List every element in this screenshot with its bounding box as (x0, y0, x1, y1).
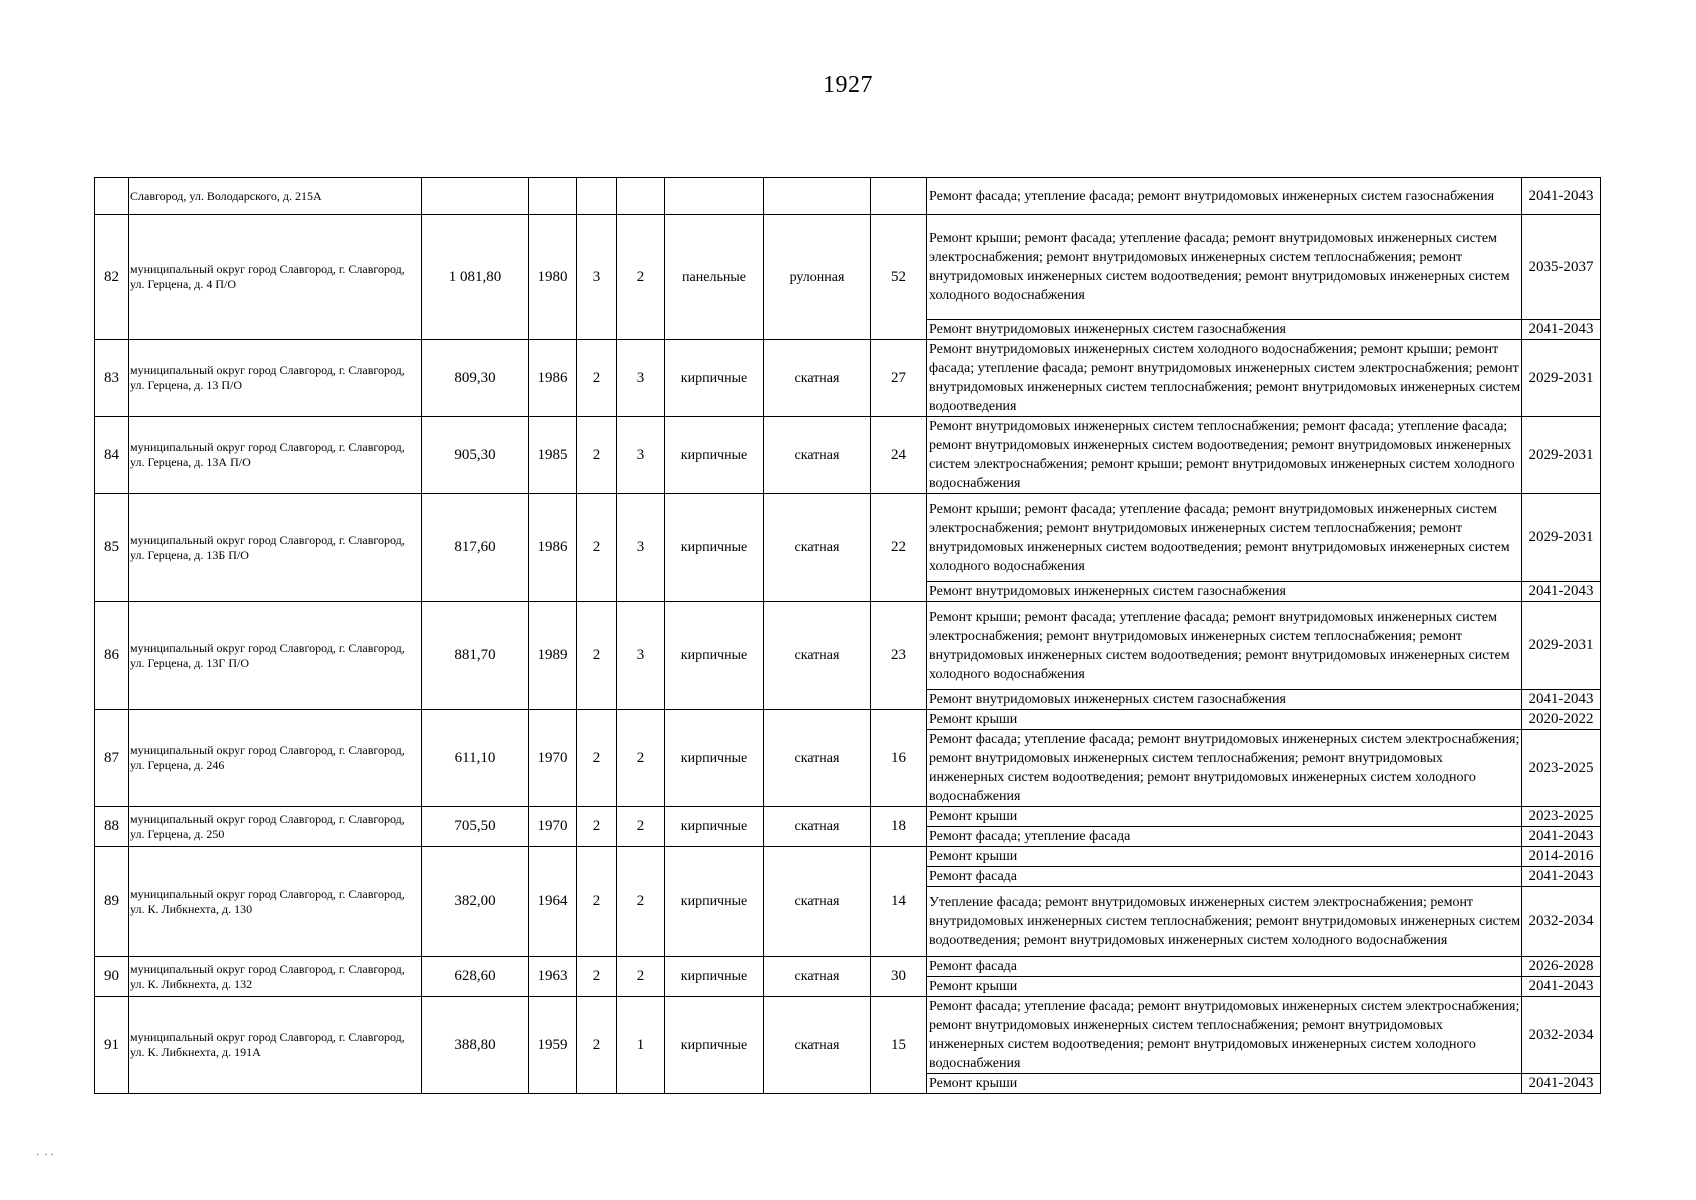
repair-works-cell: Ремонт внутридомовых инженерных систем газоснабжения (927, 582, 1522, 602)
table-row (95, 602, 1601, 690)
repair-works-cell: Ремонт внутридомовых инженерных систем теплоснабжения; ремонт фасада; утепление фасада; ремонт внутридомовых инженерных систем водоотведения; ремонт внутридомовых инженерных систем электроснабжения; ремонт крыши; ремонт внутридомовых инженерных систем холодного водоснабжения (927, 417, 1522, 494)
repair-works-cell: Ремонт внутридомовых инженерных систем газоснабжения (927, 320, 1522, 340)
repair-works-cell: Ремонт крыши (927, 977, 1522, 997)
area-cell: 881,70 (422, 602, 529, 710)
year-cell: 1986 (529, 340, 577, 417)
row-number: 88 (95, 807, 129, 847)
row-number: 84 (95, 417, 129, 494)
repair-period-cell: 2023-2025 (1522, 807, 1601, 827)
roof-type-cell: скатная (764, 417, 871, 494)
area-cell: 611,10 (422, 710, 529, 807)
repair-works-cell: Ремонт фасада; утепление фасада; ремонт внутридомовых инженерных систем электроснабжения; ремонт внутридомовых инженерных систем теплоснабжения; ремонт внутридомовых инженерных систем водоотведения; ремонт внутридомовых инженерных систем холодного водоснабжения (927, 730, 1522, 807)
residents-cell: 24 (871, 417, 927, 494)
roof-type-cell: рулонная (764, 215, 871, 340)
table-row (95, 494, 1601, 582)
floors-cell: 2 (577, 710, 617, 807)
table-row (95, 807, 1601, 827)
repair-period-cell: 2041-2043 (1522, 867, 1601, 887)
repair-works-cell: Ремонт фасада (927, 867, 1522, 887)
year-cell: 1986 (529, 494, 577, 602)
year-cell: 1989 (529, 602, 577, 710)
residents-cell: 16 (871, 710, 927, 807)
repair-period-cell: 2041-2043 (1522, 178, 1601, 215)
area-cell: 382,00 (422, 847, 529, 957)
row-number: 86 (95, 602, 129, 710)
floors-cell: 2 (577, 494, 617, 602)
entrances-cell (617, 178, 665, 215)
floors-cell: 3 (577, 215, 617, 340)
residents-cell: 52 (871, 215, 927, 340)
table-row (95, 215, 1601, 320)
entrances-cell: 2 (617, 807, 665, 847)
area-cell: 905,30 (422, 417, 529, 494)
address-cell: муниципальный округ город Славгород, г. Славгород, ул. Герцена, д. 250 (129, 807, 422, 847)
wall-material-cell: кирпичные (665, 710, 764, 807)
roof-type-cell: скатная (764, 847, 871, 957)
table-row (95, 178, 1601, 215)
residents-cell (871, 178, 927, 215)
repair-period-cell: 2041-2043 (1522, 1074, 1601, 1094)
row-number: 91 (95, 997, 129, 1094)
residents-cell: 14 (871, 847, 927, 957)
floors-cell: 2 (577, 807, 617, 847)
repair-works-cell: Ремонт фасада (927, 957, 1522, 977)
repair-period-cell: 2032-2034 (1522, 887, 1601, 957)
table-row (95, 997, 1601, 1074)
area-cell: 809,30 (422, 340, 529, 417)
table-body (95, 178, 1601, 1094)
row-number: 89 (95, 847, 129, 957)
year-cell: 1980 (529, 215, 577, 340)
repair-period-cell: 2014-2016 (1522, 847, 1601, 867)
entrances-cell: 3 (617, 494, 665, 602)
repair-works-cell: Ремонт фасада; утепление фасада (927, 827, 1522, 847)
repair-period-cell: 2041-2043 (1522, 977, 1601, 997)
entrances-cell: 2 (617, 215, 665, 340)
address-cell: муниципальный округ город Славгород, г. Славгород, ул. Герцена, д. 13Б П/О (129, 494, 422, 602)
year-cell: 1985 (529, 417, 577, 494)
residents-cell: 15 (871, 997, 927, 1094)
residents-cell: 18 (871, 807, 927, 847)
repair-period-cell: 2029-2031 (1522, 340, 1601, 417)
repair-works-cell: Ремонт внутридомовых инженерных систем газоснабжения (927, 690, 1522, 710)
repair-period-cell: 2041-2043 (1522, 827, 1601, 847)
area-cell: 628,60 (422, 957, 529, 997)
year-cell: 1964 (529, 847, 577, 957)
year-cell: 1970 (529, 807, 577, 847)
wall-material-cell: кирпичные (665, 847, 764, 957)
repair-works-cell: Утепление фасада; ремонт внутридомовых инженерных систем электроснабжения; ремонт внутридомовых инженерных систем теплоснабжения; ремонт внутридомовых инженерных систем водоотведения; ремонт внутридомовых инженерных систем холодного водоснабжения (927, 887, 1522, 957)
wall-material-cell: кирпичные (665, 602, 764, 710)
floors-cell: 2 (577, 602, 617, 710)
floors-cell (577, 178, 617, 215)
table-row (95, 340, 1601, 417)
scan-artifact: · · · (36, 1150, 54, 1161)
repair-works-cell: Ремонт фасада; утепление фасада; ремонт внутридомовых инженерных систем электроснабжения; ремонт внутридомовых инженерных систем теплоснабжения; ремонт внутридомовых инженерных систем водоотведения; ремонт внутридомовых инженерных систем холодного водоснабжения (927, 997, 1522, 1074)
floors-cell: 2 (577, 340, 617, 417)
residents-cell: 23 (871, 602, 927, 710)
wall-material-cell: кирпичные (665, 417, 764, 494)
repair-period-cell: 2029-2031 (1522, 494, 1601, 582)
floors-cell: 2 (577, 957, 617, 997)
address-cell: муниципальный округ город Славгород, г. Славгород, ул. Герцена, д. 13А П/О (129, 417, 422, 494)
address-cell: муниципальный округ город Славгород, г. Славгород, ул. Герцена, д. 4 П/О (129, 215, 422, 340)
entrances-cell: 3 (617, 602, 665, 710)
residents-cell: 30 (871, 957, 927, 997)
repair-period-cell: 2020-2022 (1522, 710, 1601, 730)
address-cell: муниципальный округ город Славгород, г. Славгород, ул. К. Либкнехта, д. 132 (129, 957, 422, 997)
repair-period-cell: 2029-2031 (1522, 602, 1601, 690)
address-cell: муниципальный округ город Славгород, г. Славгород, ул. К. Либкнехта, д. 130 (129, 847, 422, 957)
area-cell: 817,60 (422, 494, 529, 602)
roof-type-cell: скатная (764, 494, 871, 602)
roof-type-cell (764, 178, 871, 215)
area-cell: 705,50 (422, 807, 529, 847)
capital-repair-table (94, 177, 1601, 1094)
address-cell: муниципальный округ город Славгород, г. Славгород, ул. Герцена, д. 246 (129, 710, 422, 807)
repair-period-cell: 2029-2031 (1522, 417, 1601, 494)
row-number (95, 178, 129, 215)
table-row (95, 957, 1601, 977)
table-row (95, 847, 1601, 867)
repair-works-cell: Ремонт внутридомовых инженерных систем холодного водоснабжения; ремонт крыши; ремонт фасада; утепление фасада; ремонт внутридомовых инженерных систем электроснабжения; ремонт внутридомовых инженерных систем теплоснабжения; ремонт внутридомовых инженерных систем водоотведения (927, 340, 1522, 417)
repair-works-cell: Ремонт крыши; ремонт фасада; утепление фасада; ремонт внутридомовых инженерных систем электроснабжения; ремонт внутридомовых инженерных систем теплоснабжения; ремонт внутридомовых инженерных систем водоотведения; ремонт внутридомовых инженерных систем холодного водоснабжения (927, 215, 1522, 320)
roof-type-cell: скатная (764, 602, 871, 710)
entrances-cell: 2 (617, 847, 665, 957)
roof-type-cell: скатная (764, 807, 871, 847)
area-cell: 388,80 (422, 997, 529, 1094)
wall-material-cell: кирпичные (665, 807, 764, 847)
roof-type-cell: скатная (764, 997, 871, 1094)
roof-type-cell: скатная (764, 340, 871, 417)
floors-cell: 2 (577, 997, 617, 1094)
table-row (95, 710, 1601, 730)
floors-cell: 2 (577, 417, 617, 494)
wall-material-cell: кирпичные (665, 957, 764, 997)
address-cell: муниципальный округ город Славгород, г. Славгород, ул. Герцена, д. 13 П/О (129, 340, 422, 417)
year-cell (529, 178, 577, 215)
page-number: 1927 (823, 72, 873, 98)
wall-material-cell: панельные (665, 215, 764, 340)
entrances-cell: 1 (617, 997, 665, 1094)
repair-works-cell: Ремонт крыши (927, 847, 1522, 867)
repair-works-cell: Ремонт крыши; ремонт фасада; утепление фасада; ремонт внутридомовых инженерных систем электроснабжения; ремонт внутридомовых инженерных систем теплоснабжения; ремонт внутридомовых инженерных систем водоотведения; ремонт внутридомовых инженерных систем холодного водоснабжения (927, 602, 1522, 690)
area-cell (422, 178, 529, 215)
repair-works-cell: Ремонт крыши (927, 807, 1522, 827)
row-number: 85 (95, 494, 129, 602)
wall-material-cell: кирпичные (665, 997, 764, 1094)
repair-works-cell: Ремонт фасада; утепление фасада; ремонт внутридомовых инженерных систем газоснабжения (927, 178, 1522, 215)
entrances-cell: 2 (617, 957, 665, 997)
residents-cell: 27 (871, 340, 927, 417)
year-cell: 1970 (529, 710, 577, 807)
repair-works-cell: Ремонт крыши (927, 710, 1522, 730)
entrances-cell: 3 (617, 417, 665, 494)
wall-material-cell (665, 178, 764, 215)
repair-period-cell: 2041-2043 (1522, 582, 1601, 602)
entrances-cell: 2 (617, 710, 665, 807)
row-number: 82 (95, 215, 129, 340)
repair-period-cell: 2041-2043 (1522, 690, 1601, 710)
row-number: 87 (95, 710, 129, 807)
wall-material-cell: кирпичные (665, 340, 764, 417)
table-row (95, 417, 1601, 494)
repair-period-cell: 2026-2028 (1522, 957, 1601, 977)
roof-type-cell: скатная (764, 710, 871, 807)
repair-works-cell: Ремонт крыши (927, 1074, 1522, 1094)
residents-cell: 22 (871, 494, 927, 602)
floors-cell: 2 (577, 847, 617, 957)
row-number: 83 (95, 340, 129, 417)
year-cell: 1959 (529, 997, 577, 1094)
repair-period-cell: 2032-2034 (1522, 997, 1601, 1074)
row-number: 90 (95, 957, 129, 997)
repair-period-cell: 2035-2037 (1522, 215, 1601, 320)
address-cell: муниципальный округ город Славгород, г. Славгород, ул. Герцена, д. 13Г П/О (129, 602, 422, 710)
year-cell: 1963 (529, 957, 577, 997)
roof-type-cell: скатная (764, 957, 871, 997)
wall-material-cell: кирпичные (665, 494, 764, 602)
area-cell: 1 081,80 (422, 215, 529, 340)
repair-period-cell: 2041-2043 (1522, 320, 1601, 340)
address-cell: муниципальный округ город Славгород, г. Славгород, ул. К. Либкнехта, д. 191А (129, 997, 422, 1094)
address-cell: Славгород, ул. Володарского, д. 215А (129, 178, 422, 215)
entrances-cell: 3 (617, 340, 665, 417)
repair-works-cell: Ремонт крыши; ремонт фасада; утепление фасада; ремонт внутридомовых инженерных систем электроснабжения; ремонт внутридомовых инженерных систем теплоснабжения; ремонт внутридомовых инженерных систем водоотведения; ремонт внутридомовых инженерных систем холодного водоснабжения (927, 494, 1522, 582)
repair-period-cell: 2023-2025 (1522, 730, 1601, 807)
